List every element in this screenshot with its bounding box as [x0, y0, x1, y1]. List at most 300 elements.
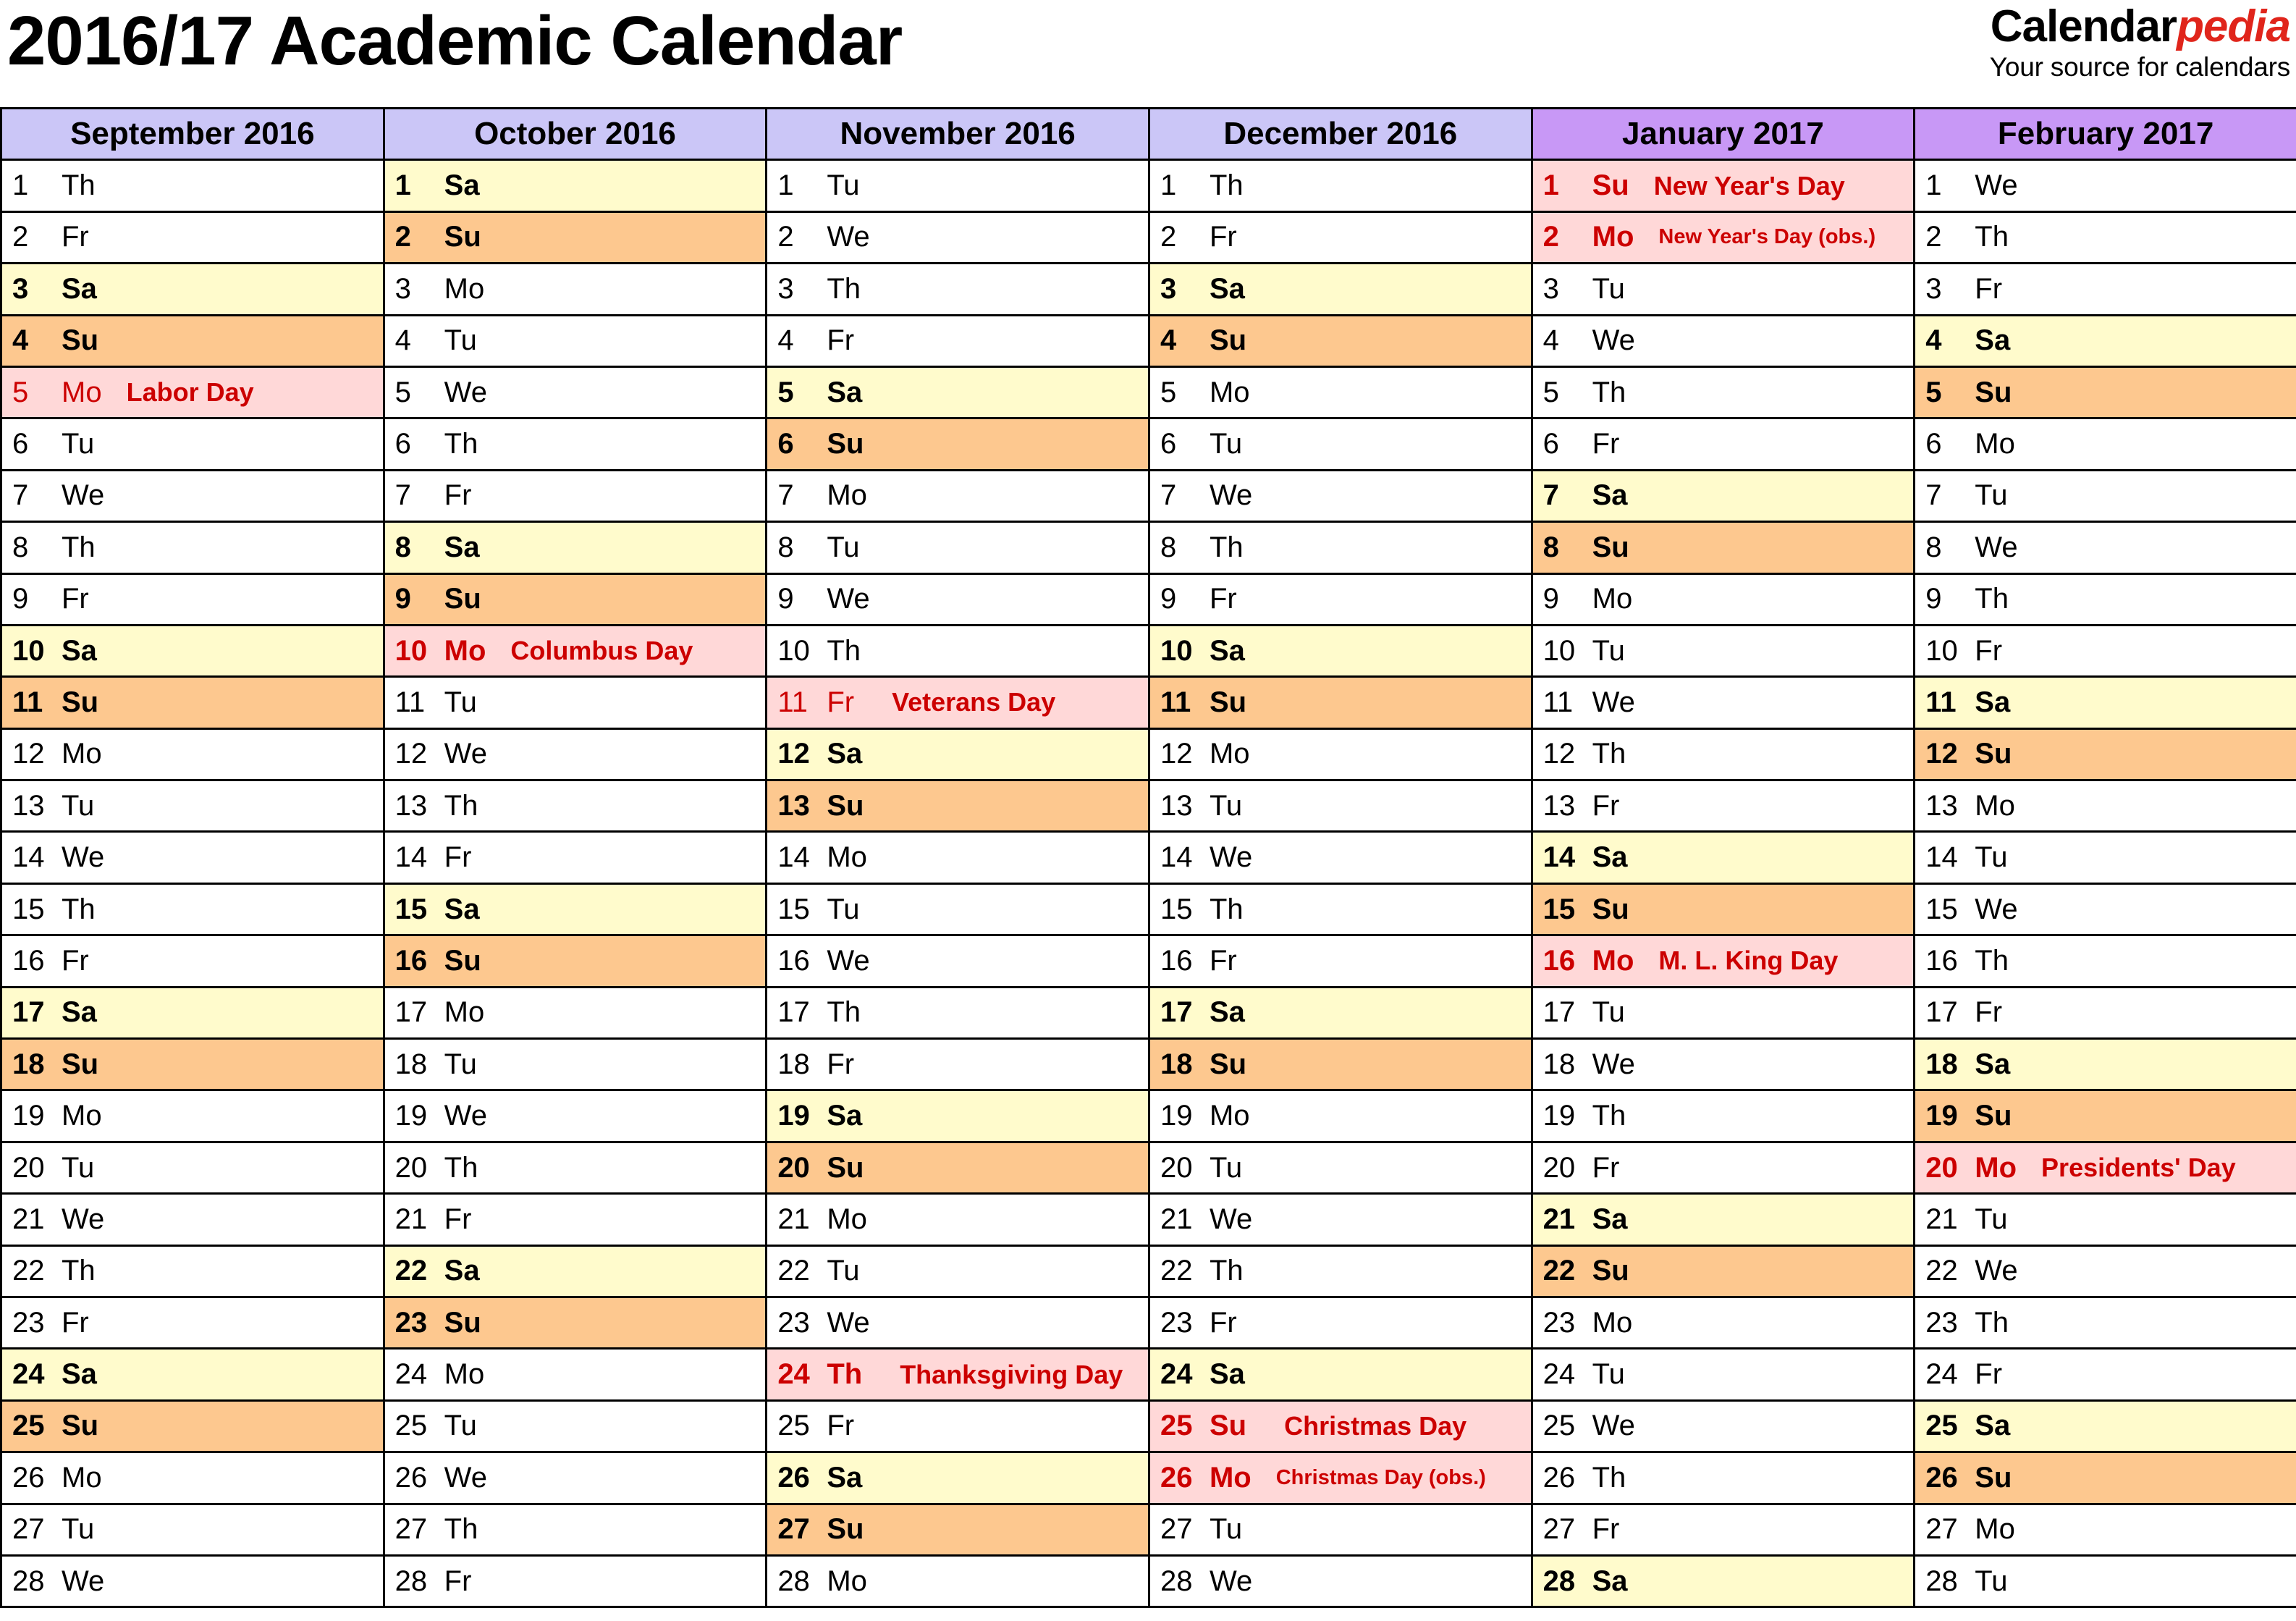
day-number: 10 [394, 634, 428, 667]
calendar-row [1, 160, 2296, 211]
calendar-body [1, 160, 2296, 1607]
day-of-week: Su [827, 789, 864, 822]
day-cell-september-14[interactable] [1, 832, 384, 883]
day-cell-september-13[interactable] [1, 780, 384, 832]
day-cell-december-23[interactable] [1149, 1297, 1532, 1348]
day-cell-october-13[interactable] [384, 780, 767, 832]
day-of-week: We [1592, 1410, 1635, 1442]
day-cell-november-6[interactable] [767, 418, 1149, 470]
day-cell-december-24[interactable] [1149, 1349, 1532, 1400]
day-cell-january-6[interactable] [1532, 418, 1915, 470]
day-number: 2 [1160, 221, 1177, 253]
day-cell-september-1[interactable] [1, 160, 384, 211]
day-cell-december-8[interactable] [1149, 522, 1532, 573]
day-cell-december-7[interactable] [1149, 470, 1532, 521]
day-cell-content [767, 368, 1148, 417]
day-cell-november-16[interactable] [767, 935, 1149, 987]
day-cell-january-10[interactable] [1532, 625, 1915, 676]
day-cell-november-17[interactable] [767, 987, 1149, 1038]
day-cell-december-9[interactable] [1149, 573, 1532, 625]
calendar-row [1, 470, 2296, 521]
day-cell-september-3[interactable] [1, 264, 384, 315]
day-cell-content [1533, 936, 1914, 985]
day-number: 13 [12, 789, 45, 822]
day-cell-content [1915, 419, 2296, 468]
day-cell-january-9[interactable] [1532, 573, 1915, 625]
day-cell-december-17[interactable] [1149, 987, 1532, 1038]
day-cell-february-5[interactable] [1915, 366, 2296, 418]
day-of-week: Mo [1592, 944, 1634, 977]
day-cell-october-1[interactable] [384, 160, 767, 211]
day-cell-february-13[interactable] [1915, 780, 2296, 832]
day-cell-january-12[interactable] [1532, 728, 1915, 780]
day-of-week: Tu [62, 1151, 95, 1184]
day-cell-november-2[interactable] [767, 211, 1149, 263]
day-cell-february-4[interactable] [1915, 315, 2296, 366]
day-cell-february-18[interactable] [1915, 1039, 2296, 1090]
day-cell-february-15[interactable] [1915, 883, 2296, 935]
day-number: 5 [777, 376, 794, 408]
day-cell-content [385, 1402, 766, 1451]
holiday-label: Christmas Day (obs.) [1275, 1465, 1486, 1489]
day-number: 24 [777, 1358, 810, 1391]
day-cell-october-17[interactable] [384, 987, 767, 1038]
day-cell-september-4[interactable] [1, 315, 384, 366]
day-cell-january-7[interactable] [1532, 470, 1915, 521]
day-cell-december-16[interactable] [1149, 935, 1532, 987]
day-number: 21 [1160, 1203, 1193, 1235]
day-cell-november-1[interactable] [767, 160, 1149, 211]
day-of-week: Th [1975, 944, 2009, 977]
day-cell-january-24[interactable] [1532, 1349, 1915, 1400]
day-number: 12 [1160, 738, 1193, 770]
day-cell-november-27[interactable] [767, 1504, 1149, 1555]
day-of-week: We [827, 221, 870, 253]
day-number: 3 [1925, 272, 1942, 305]
day-cell-september-18[interactable] [1, 1039, 384, 1090]
day-number: 22 [777, 1255, 810, 1287]
day-number: 18 [394, 1048, 428, 1080]
day-of-week: Th [827, 1358, 863, 1391]
day-cell-december-1[interactable] [1149, 160, 1532, 211]
day-of-week: Su [444, 221, 481, 253]
day-cell-content [1150, 936, 1531, 985]
day-cell-november-3[interactable] [767, 264, 1149, 315]
day-number: 27 [394, 1513, 428, 1546]
day-cell-december-28[interactable] [1149, 1555, 1532, 1607]
day-cell-september-27[interactable] [1, 1504, 384, 1555]
day-cell-september-10[interactable] [1, 625, 384, 676]
day-cell-january-21[interactable] [1532, 1194, 1915, 1245]
day-cell-january-27[interactable] [1532, 1504, 1915, 1555]
day-of-week: We [62, 1203, 105, 1235]
day-cell-content [385, 626, 766, 675]
day-number: 28 [777, 1565, 810, 1597]
day-of-week: We [62, 1565, 105, 1597]
day-of-week: We [1592, 324, 1635, 357]
day-cell-content [385, 1040, 766, 1089]
day-of-week: Tu [444, 1410, 477, 1442]
day-cell-december-22[interactable] [1149, 1245, 1532, 1297]
day-cell-february-24[interactable] [1915, 1349, 2296, 1400]
day-cell-december-2[interactable] [1149, 211, 1532, 263]
day-cell-january-19[interactable] [1532, 1090, 1915, 1142]
day-cell-october-23[interactable] [384, 1297, 767, 1348]
day-cell-december-5[interactable] [1149, 366, 1532, 418]
day-cell-december-13[interactable] [1149, 780, 1532, 832]
day-of-week: Th [444, 1513, 478, 1546]
day-cell-february-3[interactable] [1915, 264, 2296, 315]
day-cell-january-25[interactable] [1532, 1400, 1915, 1452]
day-of-week: Th [827, 634, 861, 667]
day-of-week: Fr [444, 841, 472, 874]
day-cell-january-28[interactable] [1532, 1555, 1915, 1607]
day-cell-february-7[interactable] [1915, 470, 2296, 521]
day-cell-january-11[interactable] [1532, 677, 1915, 728]
day-of-week: We [1975, 531, 2018, 563]
day-cell-september-15[interactable] [1, 883, 384, 935]
day-cell-content [1150, 161, 1531, 210]
day-number: 25 [12, 1410, 45, 1442]
day-cell-january-20[interactable] [1532, 1142, 1915, 1193]
day-cell-november-13[interactable] [767, 780, 1149, 832]
day-cell-september-6[interactable] [1, 418, 384, 470]
holiday-label: M. L. King Day [1658, 946, 1839, 976]
day-cell-january-14[interactable] [1532, 832, 1915, 883]
day-of-week: We [62, 479, 105, 512]
day-cell-october-25[interactable] [384, 1400, 767, 1452]
day-cell-september-25[interactable] [1, 1400, 384, 1452]
day-number: 18 [1160, 1048, 1193, 1080]
day-number: 25 [1925, 1410, 1958, 1442]
day-of-week: Su [1209, 686, 1247, 718]
day-cell-september-28[interactable] [1, 1555, 384, 1607]
day-cell-september-26[interactable] [1, 1452, 384, 1504]
day-number: 26 [12, 1461, 45, 1494]
day-cell-content [1533, 1143, 1914, 1192]
day-cell-december-11[interactable] [1149, 677, 1532, 728]
day-cell-december-18[interactable] [1149, 1039, 1532, 1090]
day-cell-october-7[interactable] [384, 470, 767, 521]
day-cell-october-24[interactable] [384, 1349, 767, 1400]
day-cell-december-10[interactable] [1149, 625, 1532, 676]
day-cell-september-11[interactable] [1, 677, 384, 728]
day-cell-february-28[interactable] [1915, 1555, 2296, 1607]
day-cell-november-18[interactable] [767, 1039, 1149, 1090]
day-cell-december-20[interactable] [1149, 1142, 1532, 1193]
day-of-week: Sa [62, 634, 97, 667]
day-cell-october-27[interactable] [384, 1504, 767, 1555]
day-cell-october-28[interactable] [384, 1555, 767, 1607]
day-cell-content [385, 1505, 766, 1554]
day-cell-december-12[interactable] [1149, 728, 1532, 780]
day-cell-january-8[interactable] [1532, 522, 1915, 573]
day-cell-january-22[interactable] [1532, 1245, 1915, 1297]
day-cell-september-17[interactable] [1, 987, 384, 1038]
day-cell-content [1150, 264, 1531, 313]
day-cell-february-25[interactable] [1915, 1400, 2296, 1452]
day-of-week: Sa [1592, 479, 1628, 512]
day-of-week: We [827, 1306, 870, 1339]
day-of-week: Sa [1209, 1358, 1245, 1391]
day-of-week: Sa [1592, 1565, 1628, 1597]
day-of-week: Mo [1975, 428, 2015, 460]
day-cell-february-21[interactable] [1915, 1194, 2296, 1245]
day-number: 5 [394, 376, 411, 408]
day-cell-september-5[interactable] [1, 366, 384, 418]
month-header-december: December 2016 [1149, 109, 1532, 160]
day-cell-october-12[interactable] [384, 728, 767, 780]
day-cell-content [385, 264, 766, 313]
day-cell-december-27[interactable] [1149, 1504, 1532, 1555]
day-cell-february-22[interactable] [1915, 1245, 2296, 1297]
day-of-week: We [1975, 169, 2018, 202]
day-cell-january-13[interactable] [1532, 780, 1915, 832]
day-of-week: Fr [827, 1410, 855, 1442]
day-cell-february-26[interactable] [1915, 1452, 2296, 1504]
calendar-row [1, 418, 2296, 470]
day-cell-november-5[interactable] [767, 366, 1149, 418]
day-cell-november-8[interactable] [767, 522, 1149, 573]
day-cell-october-14[interactable] [384, 832, 767, 883]
day-number: 9 [777, 583, 794, 615]
day-cell-october-11[interactable] [384, 677, 767, 728]
day-cell-october-19[interactable] [384, 1090, 767, 1142]
calendar-row [1, 264, 2296, 315]
day-number: 24 [394, 1358, 428, 1391]
day-cell-september-12[interactable] [1, 728, 384, 780]
day-of-week: Tu [1975, 841, 2008, 874]
day-cell-february-14[interactable] [1915, 832, 2296, 883]
day-cell-content [767, 1195, 1148, 1244]
day-cell-content [385, 936, 766, 985]
day-number: 4 [1542, 324, 1559, 357]
calendar-row [1, 1504, 2296, 1555]
day-cell-content [1533, 419, 1914, 468]
day-cell-october-4[interactable] [384, 315, 767, 366]
day-cell-content [767, 988, 1148, 1037]
day-cell-september-21[interactable] [1, 1194, 384, 1245]
day-cell-october-26[interactable] [384, 1452, 767, 1504]
day-cell-october-3[interactable] [384, 264, 767, 315]
day-number: 16 [1160, 944, 1193, 977]
day-cell-january-5[interactable] [1532, 366, 1915, 418]
day-number: 15 [12, 893, 45, 925]
day-cell-september-9[interactable] [1, 573, 384, 625]
day-number: 21 [1925, 1203, 1958, 1235]
day-cell-september-19[interactable] [1, 1090, 384, 1142]
day-cell-october-5[interactable] [384, 366, 767, 418]
day-cell-content [1915, 1350, 2296, 1399]
day-cell-content [1533, 781, 1914, 830]
day-cell-february-12[interactable] [1915, 728, 2296, 780]
day-number: 24 [12, 1358, 45, 1391]
day-number: 16 [1542, 944, 1576, 977]
day-cell-november-23[interactable] [767, 1297, 1149, 1348]
holiday-label: Christmas Day [1284, 1410, 1467, 1441]
day-of-week: Fr [1975, 634, 2003, 667]
day-of-week: Tu [1209, 428, 1243, 460]
day-cell-november-14[interactable] [767, 832, 1149, 883]
day-number: 15 [394, 893, 428, 925]
month-header-january: January 2017 [1532, 109, 1915, 160]
day-cell-content [1533, 730, 1914, 779]
day-number: 22 [12, 1255, 45, 1287]
day-number: 17 [777, 996, 810, 1029]
day-cell-february-1[interactable] [1915, 160, 2296, 211]
day-cell-february-9[interactable] [1915, 573, 2296, 625]
day-number: 3 [394, 272, 411, 305]
day-cell-january-26[interactable] [1532, 1452, 1915, 1504]
day-cell-january-17[interactable] [1532, 987, 1915, 1038]
day-number: 9 [12, 583, 29, 615]
day-cell-november-26[interactable] [767, 1452, 1149, 1504]
day-cell-february-20[interactable] [1915, 1142, 2296, 1193]
day-cell-february-23[interactable] [1915, 1297, 2296, 1348]
day-cell-february-27[interactable] [1915, 1504, 2296, 1555]
day-cell-february-10[interactable] [1915, 625, 2296, 676]
day-cell-january-15[interactable] [1532, 883, 1915, 935]
day-cell-october-18[interactable] [384, 1039, 767, 1090]
day-cell-february-2[interactable] [1915, 211, 2296, 263]
day-number: 21 [394, 1203, 428, 1235]
calendar-row [1, 1142, 2296, 1193]
day-cell-february-8[interactable] [1915, 522, 2296, 573]
day-cell-november-15[interactable] [767, 883, 1149, 935]
day-cell-content [1150, 1091, 1531, 1140]
day-of-week: Th [444, 1151, 478, 1184]
day-number: 8 [394, 531, 411, 563]
day-of-week: Sa [62, 1358, 97, 1391]
day-cell-october-9[interactable] [384, 573, 767, 625]
day-cell-november-22[interactable] [767, 1245, 1149, 1297]
day-cell-december-19[interactable] [1149, 1090, 1532, 1142]
day-cell-october-2[interactable] [384, 211, 767, 263]
day-cell-november-19[interactable] [767, 1090, 1149, 1142]
day-cell-november-25[interactable] [767, 1400, 1149, 1452]
day-cell-content [1915, 626, 2296, 675]
day-cell-october-21[interactable] [384, 1194, 767, 1245]
day-number: 1 [1160, 169, 1177, 202]
day-number: 5 [12, 376, 29, 408]
day-cell-september-23[interactable] [1, 1297, 384, 1348]
day-cell-september-20[interactable] [1, 1142, 384, 1193]
day-cell-september-8[interactable] [1, 522, 384, 573]
calendar-row [1, 211, 2296, 263]
day-cell-january-16[interactable] [1532, 935, 1915, 987]
day-cell-november-10[interactable] [767, 625, 1149, 676]
day-cell-november-21[interactable] [767, 1194, 1149, 1245]
day-cell-content [1533, 833, 1914, 882]
day-number: 10 [1925, 634, 1958, 667]
day-cell-november-9[interactable] [767, 573, 1149, 625]
day-cell-october-15[interactable] [384, 883, 767, 935]
day-cell-february-17[interactable] [1915, 987, 2296, 1038]
day-cell-content [1150, 885, 1531, 934]
day-of-week: Mo [827, 1203, 867, 1235]
day-cell-december-26[interactable] [1149, 1452, 1532, 1504]
day-of-week: We [444, 738, 487, 770]
day-cell-february-19[interactable] [1915, 1090, 2296, 1142]
day-cell-february-11[interactable] [1915, 677, 2296, 728]
day-cell-november-24[interactable] [767, 1349, 1149, 1400]
day-cell-november-7[interactable] [767, 470, 1149, 521]
day-cell-september-24[interactable] [1, 1349, 384, 1400]
day-cell-november-28[interactable] [767, 1555, 1149, 1607]
day-number: 21 [12, 1203, 45, 1235]
day-cell-december-6[interactable] [1149, 418, 1532, 470]
day-cell-february-6[interactable] [1915, 418, 2296, 470]
day-cell-december-21[interactable] [1149, 1194, 1532, 1245]
day-of-week: We [62, 841, 105, 874]
day-cell-september-16[interactable] [1, 935, 384, 987]
day-number: 4 [1925, 324, 1942, 357]
day-number: 27 [1925, 1513, 1958, 1546]
month-header-october: October 2016 [384, 109, 767, 160]
day-cell-january-18[interactable] [1532, 1039, 1915, 1090]
calendar-row [1, 1194, 2296, 1245]
day-cell-october-8[interactable] [384, 522, 767, 573]
day-of-week: Th [1975, 583, 2009, 615]
day-cell-september-22[interactable] [1, 1245, 384, 1297]
calendar-row [1, 522, 2296, 573]
day-of-week: Sa [827, 1461, 863, 1494]
day-cell-january-3[interactable] [1532, 264, 1915, 315]
day-cell-content [2, 213, 383, 262]
day-cell-september-7[interactable] [1, 470, 384, 521]
day-cell-october-6[interactable] [384, 418, 767, 470]
day-cell-september-2[interactable] [1, 211, 384, 263]
day-number: 13 [394, 789, 428, 822]
day-cell-november-20[interactable] [767, 1142, 1149, 1193]
day-of-week: Su [1209, 1410, 1247, 1442]
day-cell-december-15[interactable] [1149, 883, 1532, 935]
day-of-week: Mo [1209, 738, 1250, 770]
day-of-week: Fr [1592, 1513, 1620, 1546]
day-cell-november-4[interactable] [767, 315, 1149, 366]
day-cell-december-25[interactable] [1149, 1400, 1532, 1452]
day-cell-content [1915, 161, 2296, 210]
day-number: 19 [777, 1100, 810, 1132]
day-cell-october-20[interactable] [384, 1142, 767, 1193]
day-cell-november-12[interactable] [767, 728, 1149, 780]
day-of-week: Fr [444, 479, 472, 512]
day-cell-january-23[interactable] [1532, 1297, 1915, 1348]
day-cell-december-4[interactable] [1149, 315, 1532, 366]
day-cell-content [385, 1091, 766, 1140]
calendar-row [1, 1245, 2296, 1297]
day-cell-february-16[interactable] [1915, 935, 2296, 987]
day-of-week: Su [827, 428, 864, 460]
day-number: 12 [1542, 738, 1576, 770]
day-cell-december-3[interactable] [1149, 264, 1532, 315]
day-number: 7 [12, 479, 29, 512]
day-number: 23 [1542, 1306, 1576, 1339]
day-cell-january-1[interactable] [1532, 160, 1915, 211]
day-of-week: Fr [1209, 944, 1237, 977]
day-cell-october-22[interactable] [384, 1245, 767, 1297]
day-cell-content [1150, 1143, 1531, 1192]
day-cell-october-10[interactable] [384, 625, 767, 676]
day-cell-january-2[interactable] [1532, 211, 1915, 263]
day-number: 26 [394, 1461, 428, 1494]
day-cell-october-16[interactable] [384, 935, 767, 987]
day-cell-december-14[interactable] [1149, 832, 1532, 883]
day-cell-content [767, 1040, 1148, 1089]
day-cell-november-11[interactable] [767, 677, 1149, 728]
day-cell-january-4[interactable] [1532, 315, 1915, 366]
day-of-week: Tu [827, 169, 860, 202]
